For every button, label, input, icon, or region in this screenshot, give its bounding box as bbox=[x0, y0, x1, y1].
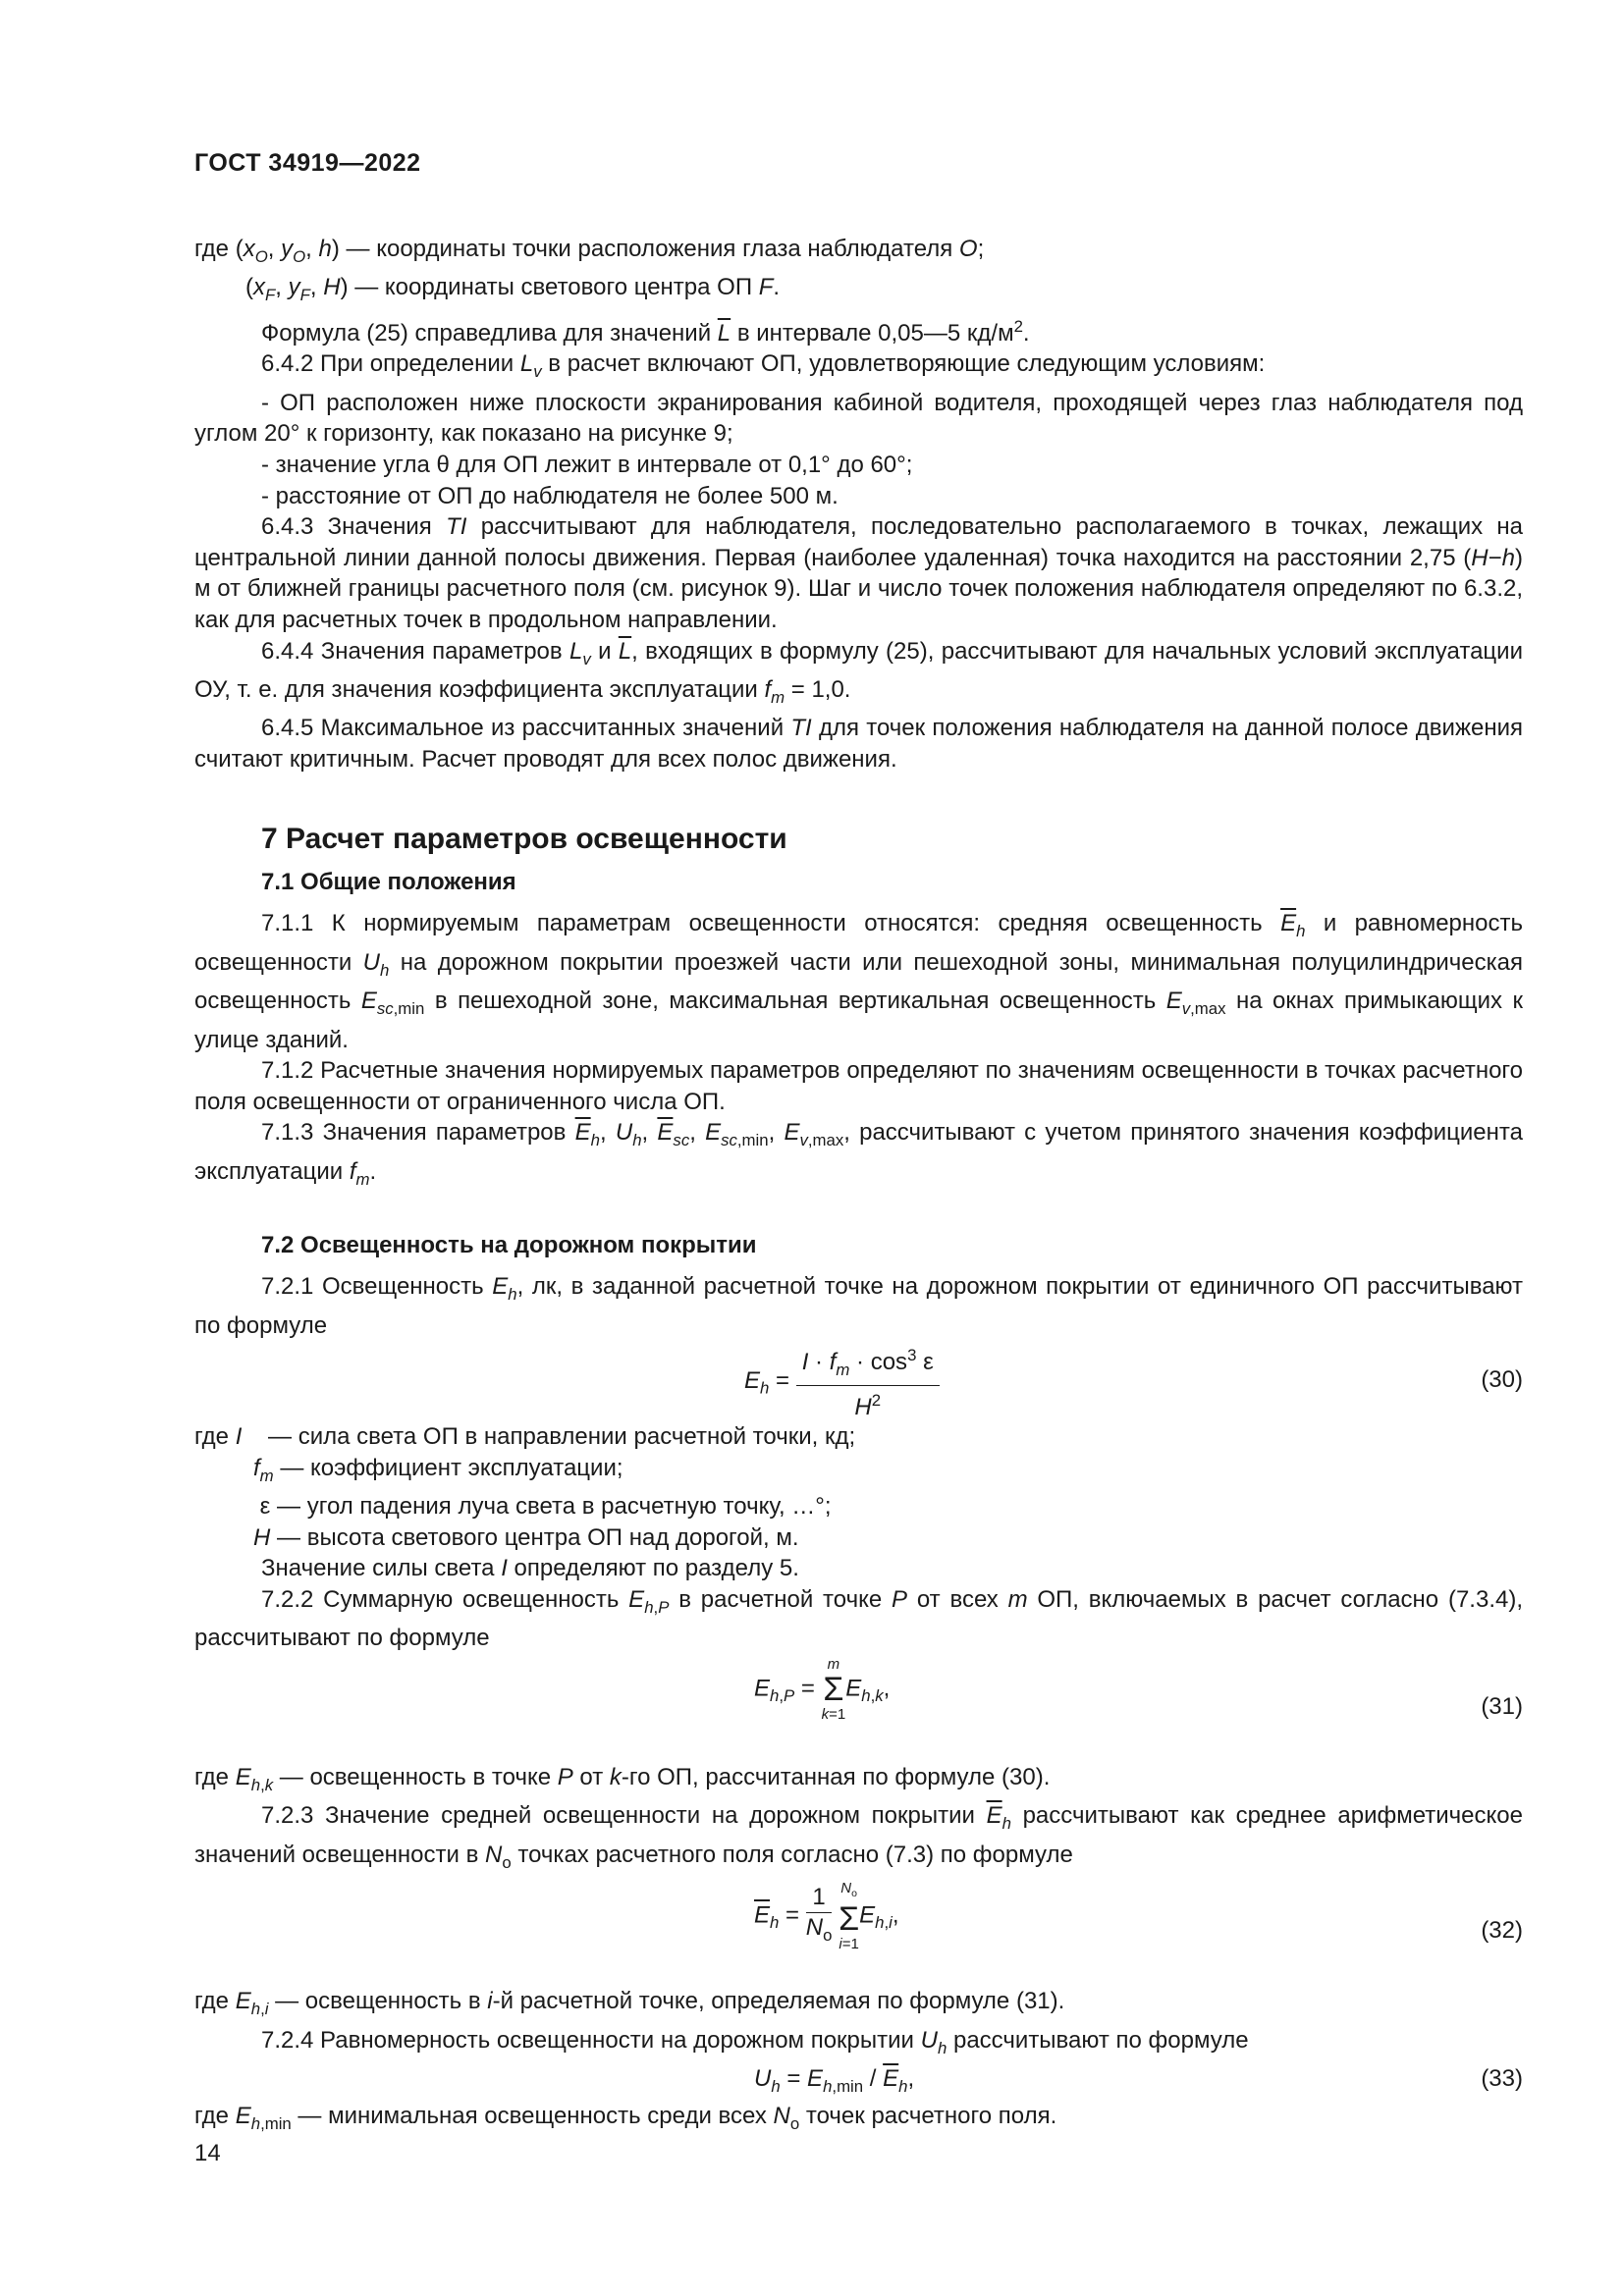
equation-number-32: (32) bbox=[1481, 1917, 1523, 1945]
equation-number-31: (31) bbox=[1481, 1692, 1523, 1720]
formula-33 bbox=[194, 2063, 1523, 2101]
para-6-4-4: 6.4.4 Значения параметров $L_v$ и $\overline{L}$, входящих в формулу (25), рассчитывают для начальных условий эксплуатации ОУ, т. е. для значения коэффициента эксплуатации $f_m = 1,0$. bbox=[194, 637, 1523, 707]
where-observer: где ($x_O$, $y_O$, h) — координаты точки расположения глаза наблюдателя O; bbox=[194, 236, 985, 266]
def-i: где I — сила света ОП в направлении расчетной точки, кд; bbox=[194, 1423, 856, 1451]
bullet-1: - ОП расположен ниже плоскости экранирования кабиной водителя, проходящей через глаз наблюдателя под углом 20° к горизонту, как показано на рисунке 9; bbox=[194, 389, 1523, 448]
def-ehk: где $E_{h,k}$ — освещенность в точке P от k-го ОП, рассчитанная по формуле (30). bbox=[194, 1763, 1051, 1794]
para-6-4-3: 6.4.3 Значения TI рассчитывают для наблюдателя, последовательно располагаемого в точках, лежащих на центральной линии данной полосы движения. Первая (наиболее удаленная) точка находится на расстоянии 2,75 (H−h) м от ближней границы расчетного поля (см. рисунок 9). Шаг и число точек положения наблюдателя определяют по 6.3.2, как для расчетных точек в продольном направлении. bbox=[194, 513, 1524, 633]
para-7-1-3: 7.1.3 Значения параметров $\overline{E}_h$, $U_h$, $\overline{E}_{sc}$, $E_{sc,min}$, $E_{v,max}$, рассчитывают с учетом принятого значения коэффициента эксплуатации $f_m$. bbox=[194, 1119, 1523, 1189]
para-6-4-2: 6.4.2 При определении $L_v$ в расчет включают ОП, удовлетворяющие следующим условиям: bbox=[261, 350, 1266, 382]
document-body bbox=[194, 234, 1523, 2139]
para-7-2-2: 7.2.2 Суммарную освещенность $E_{h,P}$ в расчетной точке P от всех m ОП, включаемых в расчет согласно (7.3.4), рассчитывают по формуле bbox=[194, 1585, 1523, 1652]
def-h: H — высота светового центра ОП над дорогой, м. bbox=[253, 1523, 799, 1551]
formula-31 bbox=[194, 1654, 1523, 1762]
formula-33-expression: $U_h = E_{h,min} / \overline{E}_h$, bbox=[754, 2064, 915, 2096]
document-header: ГОСТ 34919—2022 bbox=[194, 149, 421, 177]
formula-30 bbox=[194, 1341, 1523, 1421]
bullet-3: - расстояние от ОП до наблюдателя не более 500 м. bbox=[261, 482, 839, 509]
section-7-2-heading: 7.2 Освещенность на дорожном покрытии bbox=[261, 1232, 757, 1259]
def-fm: $f_m$ — коэффициент эксплуатации; bbox=[253, 1454, 623, 1485]
formula-32 bbox=[194, 1878, 1523, 1986]
def-ehi: где $E_{h,i}$ — освещенность в i-й расчетной точке, определяемая по формуле (31). bbox=[194, 1988, 1065, 2018]
formula-32-expression: $\overline{E}_h$ = $\frac{1}{N_o}$ $N_o$ Σ $i=1E_{h,i}$, bbox=[754, 1880, 899, 1953]
para-7-2-1: 7.2.1 Освещенность $E_h$, лк, в заданной расчетной точке на дорожном покрытии от единичного ОП рассчитывают по формуле bbox=[194, 1273, 1524, 1339]
para-7-2-3: 7.2.3 Значение средней освещенности на дорожном покрытии $\overline{E}_h$ рассчитывают как среднее арифметическое значений освещенности в $N_o$ точках расчетного поля согласно (7.3) по формуле bbox=[194, 1802, 1523, 1872]
para-light-intensity: Значение силы света I определяют по разделу 5. bbox=[261, 1555, 799, 1582]
bullet-2: - значение угла θ для ОП лежит в интервале от 0,1° до 60°; bbox=[261, 451, 913, 478]
section-7-1-heading: 7.1 Общие положения bbox=[261, 869, 516, 896]
formula-30-expression: $E_h$ = $\frac{I \cdot f_m \cdot \cos^3 \varepsilon}{H^2}$ bbox=[744, 1341, 940, 1422]
para-6-4-5: 6.4.5 Максимальное из рассчитанных значений TI для точек положения наблюдателя на данной полосе движения считают критичным. Расчет проводят для всех полос движения. bbox=[194, 715, 1524, 773]
formula-31-expression: $E_{h,P} = m$ Σ $k=1E_{h,k}$, bbox=[754, 1655, 891, 1723]
def-ehmin: где $E_{h,min}$ — минимальная освещенность среди всех $N_o$ точек расчетного поля. bbox=[194, 2102, 1057, 2133]
page-number: 14 bbox=[194, 2140, 221, 2166]
where-source: ($x_F$, $y_F$, H) — координаты светового центра ОП F. bbox=[245, 274, 781, 305]
section-7-heading: 7 Расчет параметров освещенности bbox=[261, 823, 787, 856]
para-7-2-4: 7.2.4 Равномерность освещенности на дорожном покрытии $U_h$ рассчитывают по формуле bbox=[261, 2026, 1249, 2057]
equation-number-30: (30) bbox=[1481, 1366, 1523, 1394]
equation-number-33: (33) bbox=[1481, 2064, 1523, 2092]
para-7-1-1: 7.1.1 К нормируемым параметрам освещенности относятся: средняя освещенность $\overline{E}_h$ и равномерность освещенности $U_h$ на дорожном покрытии проезжей части или пешеходной зоны, минимальная полуцилиндрическая освещенность $E_{sc,min}$ в пешеходной зоне, максимальная вертикальная освещенность $E_{v,max}$ на окнах примыкающих к улице зданий. bbox=[194, 910, 1524, 1053]
para-7-1-2: 7.1.2 Расчетные значения нормируемых параметров определяют по значениям освещенности в точках расчетного поля освещенности от ограниченного числа ОП. bbox=[194, 1057, 1523, 1115]
def-epsilon: ε — угол падения луча света в расчетную точку, …°; bbox=[253, 1493, 832, 1521]
para-formula25: Формула (25) справедлива для значений $\overline{L}$ в интервале 0,05—5 $кд/м^2$. bbox=[261, 316, 1030, 347]
